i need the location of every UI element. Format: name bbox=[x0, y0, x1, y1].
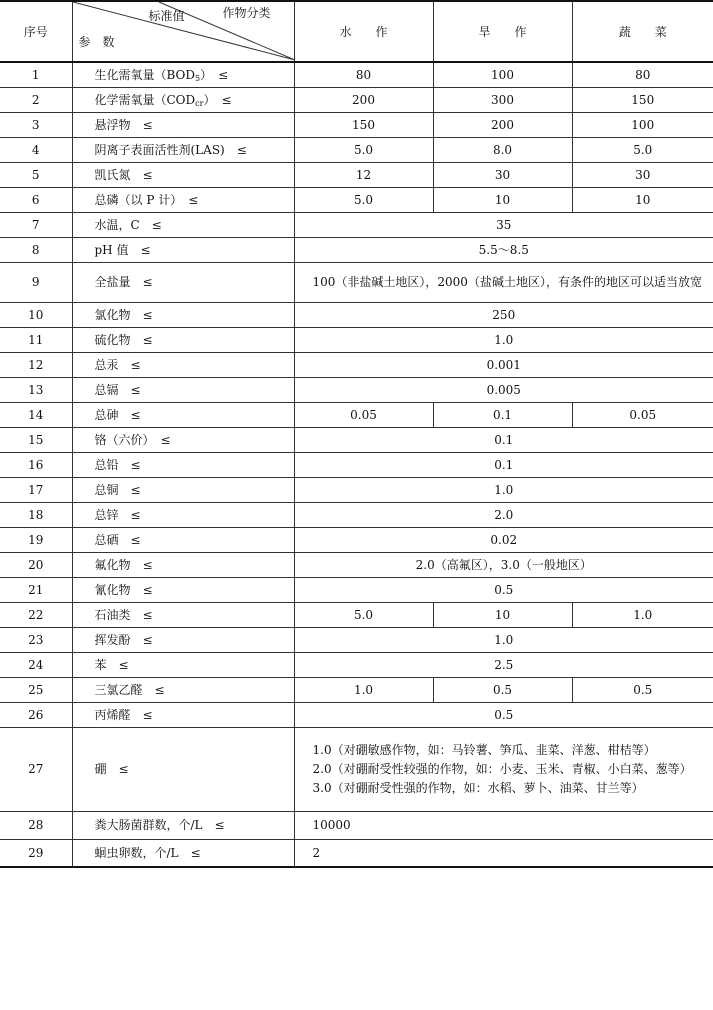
value-cell: 1.0 bbox=[294, 677, 433, 702]
row-number: 19 bbox=[0, 527, 72, 552]
parameter-name: 全盐量 ≤ bbox=[72, 262, 294, 302]
value-cell-merged: 0.02 bbox=[294, 527, 713, 552]
value-cell: 80 bbox=[572, 62, 713, 87]
value-cell: 100 bbox=[572, 112, 713, 137]
value-cell: 200 bbox=[294, 87, 433, 112]
table-row bbox=[0, 477, 713, 502]
value-note-line: 2.0（对硼耐受性较强的作物，如：小麦、玉米、青椒、小白菜、葱等） bbox=[312, 761, 692, 776]
header-param: 参 数 bbox=[78, 35, 115, 49]
parameter-name: 凯氏氮 ≤ bbox=[72, 162, 294, 187]
parameter-name-text: 生化需氧量（BOD bbox=[94, 67, 196, 82]
value-cell-merged: 0.5 bbox=[294, 702, 713, 727]
value-cell-merged: 10000 bbox=[294, 811, 713, 839]
value-cell: 30 bbox=[433, 162, 572, 187]
parameter-name-text: 化学需氧量（COD bbox=[94, 92, 196, 107]
parameter-name: 总硒 ≤ bbox=[72, 527, 294, 552]
row-number: 10 bbox=[0, 302, 72, 327]
row-number: 17 bbox=[0, 477, 72, 502]
parameter-name: 挥发酚 ≤ bbox=[72, 627, 294, 652]
table-row bbox=[0, 452, 713, 477]
value-cell: 0.05 bbox=[294, 402, 433, 427]
row-number: 25 bbox=[0, 677, 72, 702]
value-cell: 5.0 bbox=[294, 187, 433, 212]
row-number: 20 bbox=[0, 552, 72, 577]
value-cell: 30 bbox=[572, 162, 713, 187]
table-row bbox=[0, 552, 713, 577]
value-cell: 0.05 bbox=[572, 402, 713, 427]
table-row bbox=[0, 702, 713, 727]
parameter-name: 石油类 ≤ bbox=[72, 602, 294, 627]
row-number: 5 bbox=[0, 162, 72, 187]
table-row bbox=[0, 187, 713, 212]
table-row bbox=[0, 811, 713, 839]
value-cell: 150 bbox=[294, 112, 433, 137]
parameter-subscript: 5 bbox=[195, 73, 201, 83]
parameter-name: 硫化物 ≤ bbox=[72, 327, 294, 352]
parameter-subscript: cr bbox=[195, 98, 204, 108]
parameter-name: 硼 ≤ bbox=[72, 727, 294, 811]
table-row bbox=[0, 212, 713, 237]
parameter-name: 总汞 ≤ bbox=[72, 352, 294, 377]
value-cell: 200 bbox=[433, 112, 572, 137]
table-row bbox=[0, 262, 713, 302]
parameter-name: 氯化物 ≤ bbox=[72, 302, 294, 327]
value-cell: 10 bbox=[572, 187, 713, 212]
table-row bbox=[0, 602, 713, 627]
table-row bbox=[0, 62, 713, 87]
parameter-name: 总砷 ≤ bbox=[72, 402, 294, 427]
parameter-name: 总铜 ≤ bbox=[72, 477, 294, 502]
value-cell: 0.5 bbox=[572, 677, 713, 702]
value-cell-merged: 250 bbox=[294, 302, 713, 327]
table-row bbox=[0, 427, 713, 452]
parameter-name: 氟化物 ≤ bbox=[72, 552, 294, 577]
value-cell: 8.0 bbox=[433, 137, 572, 162]
table-row bbox=[0, 577, 713, 602]
value-cell: 1.0 bbox=[572, 602, 713, 627]
value-cell-merged: 2.5 bbox=[294, 652, 713, 677]
row-number: 29 bbox=[0, 839, 72, 867]
row-number: 27 bbox=[0, 727, 72, 811]
table-row bbox=[0, 727, 713, 811]
value-cell-merged: 35 bbox=[294, 212, 713, 237]
row-number: 9 bbox=[0, 262, 72, 302]
row-number: 2 bbox=[0, 87, 72, 112]
value-cell: 5.0 bbox=[294, 602, 433, 627]
value-cell-merged: 0.5 bbox=[294, 577, 713, 602]
table-row bbox=[0, 237, 713, 262]
value-cell-merged: 0.1 bbox=[294, 427, 713, 452]
row-number: 23 bbox=[0, 627, 72, 652]
parameter-name: 总磷（以 P 计） ≤ bbox=[72, 187, 294, 212]
row-number: 6 bbox=[0, 187, 72, 212]
header-seq: 序号 bbox=[0, 1, 72, 62]
value-cell: 150 bbox=[572, 87, 713, 112]
value-cell: 100 bbox=[433, 62, 572, 87]
row-number: 7 bbox=[0, 212, 72, 237]
table-body bbox=[0, 62, 713, 867]
value-cell-merged: 1.0 bbox=[294, 327, 713, 352]
value-cell-merged: 0.005 bbox=[294, 377, 713, 402]
table-row bbox=[0, 527, 713, 552]
table-row bbox=[0, 627, 713, 652]
parameter-name: 阴离子表面活性剂(LAS) ≤ bbox=[72, 137, 294, 162]
header-row bbox=[0, 1, 713, 62]
value-cell-merged: 1.0 bbox=[294, 627, 713, 652]
row-number: 15 bbox=[0, 427, 72, 452]
row-number: 13 bbox=[0, 377, 72, 402]
row-number: 11 bbox=[0, 327, 72, 352]
row-number: 28 bbox=[0, 811, 72, 839]
table-row bbox=[0, 652, 713, 677]
parameter-name-suffix: ） ≤ bbox=[203, 92, 232, 107]
parameter-name: 氰化物 ≤ bbox=[72, 577, 294, 602]
table-row bbox=[0, 302, 713, 327]
parameter-name: 苯 ≤ bbox=[72, 652, 294, 677]
parameter-name: 悬浮物 ≤ bbox=[72, 112, 294, 137]
value-cell-merged: 0.001 bbox=[294, 352, 713, 377]
value-cell-merged: 0.1 bbox=[294, 452, 713, 477]
header-std-value: 标准值 bbox=[148, 9, 185, 23]
parameter-name: 总镉 ≤ bbox=[72, 377, 294, 402]
row-number: 22 bbox=[0, 602, 72, 627]
table-row bbox=[0, 502, 713, 527]
table-row bbox=[0, 137, 713, 162]
header-crop-class: 作物分类 bbox=[222, 6, 271, 20]
parameter-name: 总铅 ≤ bbox=[72, 452, 294, 477]
value-note-line: 1.0（对硼敏感作物，如：马铃薯、笋瓜、韭菜、洋葱、柑桔等） bbox=[312, 742, 656, 757]
parameter-name: pH 值 ≤ bbox=[72, 237, 294, 262]
value-cell: 300 bbox=[433, 87, 572, 112]
header-dry: 旱 作 bbox=[433, 1, 572, 62]
value-cell-merged: 2.0（高氟区），3.0（一般地区） bbox=[294, 552, 713, 577]
row-number: 21 bbox=[0, 577, 72, 602]
value-cell-merged: 2.0 bbox=[294, 502, 713, 527]
table-row bbox=[0, 677, 713, 702]
value-cell: 12 bbox=[294, 162, 433, 187]
table-row bbox=[0, 839, 713, 867]
value-cell: 0.1 bbox=[433, 402, 572, 427]
parameter-name bbox=[72, 87, 294, 112]
row-number: 24 bbox=[0, 652, 72, 677]
value-cell: 0.5 bbox=[433, 677, 572, 702]
parameter-name: 丙烯醛 ≤ bbox=[72, 702, 294, 727]
parameter-name: 铬（六价） ≤ bbox=[72, 427, 294, 452]
row-number: 14 bbox=[0, 402, 72, 427]
parameter-name-suffix: ） ≤ bbox=[200, 67, 229, 82]
value-cell-merged: 100（非盐碱土地区），2000（盐碱土地区），有条件的地区可以适当放宽 bbox=[294, 262, 713, 302]
row-number: 1 bbox=[0, 62, 72, 87]
value-cell-merged: 2 bbox=[294, 839, 713, 867]
row-number: 8 bbox=[0, 237, 72, 262]
row-number: 3 bbox=[0, 112, 72, 137]
header-water: 水 作 bbox=[294, 1, 433, 62]
parameter-name bbox=[72, 62, 294, 87]
parameter-name: 水温，C ≤ bbox=[72, 212, 294, 237]
value-cell-merged: 5.5～8.5 bbox=[294, 237, 713, 262]
row-number: 4 bbox=[0, 137, 72, 162]
header-diagonal-cell bbox=[72, 1, 294, 62]
value-cell: 10 bbox=[433, 602, 572, 627]
value-notes bbox=[294, 727, 713, 811]
parameter-name: 三氯乙醛 ≤ bbox=[72, 677, 294, 702]
table-row bbox=[0, 402, 713, 427]
table-row bbox=[0, 327, 713, 352]
value-note-line: 3.0（对硼耐受性强的作物，如：水稻、萝卜、油菜、甘兰等） bbox=[312, 780, 644, 795]
row-number: 26 bbox=[0, 702, 72, 727]
table-row bbox=[0, 112, 713, 137]
parameter-name: 粪大肠菌群数，个/L ≤ bbox=[72, 811, 294, 839]
table-row bbox=[0, 162, 713, 187]
parameter-name: 蛔虫卵数，个/L ≤ bbox=[72, 839, 294, 867]
row-number: 16 bbox=[0, 452, 72, 477]
row-number: 12 bbox=[0, 352, 72, 377]
value-cell: 80 bbox=[294, 62, 433, 87]
parameter-name: 总锌 ≤ bbox=[72, 502, 294, 527]
header-veg: 蔬 菜 bbox=[572, 1, 713, 62]
table-row bbox=[0, 377, 713, 402]
row-number: 18 bbox=[0, 502, 72, 527]
value-cell: 5.0 bbox=[572, 137, 713, 162]
table-row bbox=[0, 352, 713, 377]
value-cell-merged: 1.0 bbox=[294, 477, 713, 502]
value-cell: 10 bbox=[433, 187, 572, 212]
value-cell: 5.0 bbox=[294, 137, 433, 162]
table-row bbox=[0, 87, 713, 112]
